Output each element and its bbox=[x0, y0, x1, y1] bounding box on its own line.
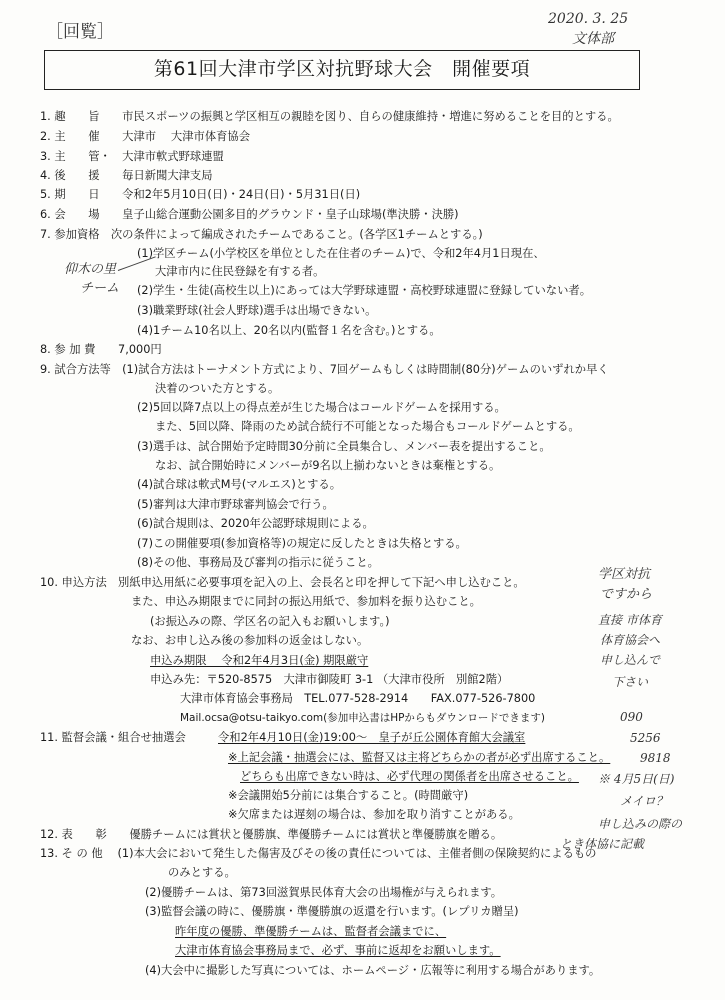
handwritten-bottom-1: 申し込みの際の bbox=[598, 817, 683, 831]
line-18: (3)選手は、試合開始予定時間30分前に全員集合し、メンバー表を提出すること。 bbox=[137, 440, 551, 453]
line-36: どちらも出席できない時は、必ず代理の関係者を出席させること。 bbox=[240, 770, 579, 783]
line-24: (8)その他、事務局及び審判の指示に従うこと。 bbox=[137, 556, 379, 569]
line-8: (1)学区チーム(小学校区を単位とした在住者のチーム)で、令和2年4月1日現在、 bbox=[137, 247, 545, 260]
line-11: (3)職業野球(社会人野球)選手は出場できない。 bbox=[137, 304, 377, 317]
line-32: Mail.ocsa@otsu-taikyo.com(参加申込書はHPからもダウンロードできます) bbox=[180, 712, 546, 724]
handwritten-side-3: 直接 市体育 bbox=[598, 613, 662, 627]
line-29: 申込み期限 令和2年4月3日(金) 期限厳守 bbox=[150, 654, 369, 667]
line-3: 3. 主 管・ 大津市軟式野球連盟 bbox=[40, 150, 224, 163]
line-17: また、5回以降、降雨のため試合続行不可能となった場合もコールドゲームとする。 bbox=[155, 420, 580, 433]
handwritten-side-6: 下さい bbox=[612, 675, 649, 689]
line-45: 大津市体育協会事務局まで、必ず、事前に返却をお願いします。 bbox=[175, 944, 501, 957]
line-44: 昨年度の優勝、準優勝チームは、監督者会議までに、 bbox=[175, 925, 447, 938]
line-15: 決着のついた方とする。 bbox=[155, 382, 280, 395]
handwritten-bottom-2: とき体協に記載 bbox=[560, 837, 645, 851]
handwritten-side-4: 体育協会へ bbox=[600, 633, 661, 647]
line-5: 5. 期 日 令和2年5月10日(日)・24日(日)・5月31日(日) bbox=[40, 188, 361, 201]
line-12: (4)1チーム10名以上、20名以内(監督１名を含む。)とする。 bbox=[137, 324, 441, 337]
line-46: (4)大会中に撮影した写真については、ホームページ・広報等に利用する場合があります。 bbox=[145, 964, 601, 977]
line-28: なお、お申し込み後の参加料の返金はしない。 bbox=[131, 634, 369, 647]
line-38: ※欠席または遅刻の場合は、参加を取り消すことがある。 bbox=[228, 808, 520, 821]
line-9: 大津市内に住民登録を有する者。 bbox=[155, 265, 325, 278]
handwritten-team-note-2: チーム bbox=[80, 281, 120, 296]
handwritten-org: 文体部 bbox=[572, 31, 614, 47]
page-title: 第61回大津市学区対抗野球大会 開催要項 bbox=[153, 58, 531, 80]
handwritten-phone-2: 5256 bbox=[630, 731, 661, 745]
handwritten-phone-1: 090 bbox=[620, 710, 643, 724]
title-box bbox=[44, 50, 640, 90]
line-35: ※上記会議・抽選会には、監督又は主将どちらかの者が必ず出席すること。 bbox=[228, 751, 611, 764]
line-23: (7)この開催要項(参加資格等)の規定に反したときは失格とする。 bbox=[137, 537, 467, 550]
line-19: なお、試合開始時にメンバーが9名以上揃わないときは棄権とする。 bbox=[155, 459, 501, 472]
line-30: 申込み先：〒520-8575 大津市御陵町 3-1 （大津市役所 別館2階） bbox=[150, 673, 509, 686]
line-21: (5)審判は大津市野球審判協会で行う。 bbox=[137, 498, 334, 511]
line-6: 6. 会 場 皇子山総合運動公園多目的グラウンド・皇子山球場(準決勝・決勝) bbox=[40, 208, 459, 221]
line-39: 12. 表 彰 優勝チームには賞状と優勝旗、準優勝チームには賞状と準優勝旗を贈る。 bbox=[40, 828, 503, 841]
handwritten-date: 2020. 3. 25 bbox=[548, 11, 629, 27]
handwritten-name: メイロ？ bbox=[620, 794, 668, 808]
line-22: (6)試合規則は、2020年公認野球規則による。 bbox=[137, 517, 374, 530]
line-13: 8. 参 加 費 7,000円 bbox=[40, 343, 162, 356]
line-41: のみとする。 bbox=[168, 866, 236, 879]
line-7: 7. 参加資格 次の条件によって編成されたチームであること。(各学区1チームとする。) bbox=[40, 228, 483, 241]
line-4: 4. 後 援 毎日新聞大津支局 bbox=[40, 169, 213, 182]
line-31: 大津市体育協会事務局 TEL.077-528-2914 FAX.077-526-7800 bbox=[180, 692, 536, 705]
line-16: (2)5回以降7点以上の得点差が生じた場合はコールドゲームを採用する。 bbox=[137, 401, 506, 414]
line-42: (2)優勝チームは、第73回滋賀県民体育大会の出場権が与えられます。 bbox=[145, 886, 503, 899]
line-43: (3)監督会議の時に、優勝旗・準優勝旗の返還を行います。(レプリカ贈呈) bbox=[145, 905, 519, 918]
handwritten-side-1: 学区対抗 bbox=[598, 567, 651, 582]
handwritten-side-5: 申し込んで bbox=[600, 653, 661, 667]
handwritten-side-2: ですから bbox=[600, 587, 653, 602]
handwritten-phone-3: 9818 bbox=[640, 751, 671, 765]
line-20: (4)試合球は軟式M号(マルエス)とする。 bbox=[137, 478, 342, 491]
line-33: 11. 監督会議・組合せ抽選会 bbox=[40, 731, 186, 744]
line-2: 2. 主 催 大津市 大津市体育協会 bbox=[40, 130, 251, 143]
handwritten-team-note-1: 仰木の里 bbox=[64, 262, 117, 277]
circulation-stamp: ［回覧］ bbox=[46, 22, 114, 42]
line-10: (2)学生・生徒(高校生以上)にあっては大学野球連盟・高校野球連盟に登録していない者。 bbox=[137, 284, 591, 297]
line-27: (お振込みの際、学区名の記入もお願いします。) bbox=[150, 615, 390, 628]
line-26: また、申込み期限までに同封の振込用紙で、参加料を振り込むこと。 bbox=[131, 595, 481, 608]
line-14: 9. 試合方法等 (1)試合方法はトーナメント方式により、7回ゲームもしくは時間制(80分)ゲームのいずれか早く bbox=[40, 363, 609, 376]
handwritten-deadline-note: ※ 4月5日(日) bbox=[598, 772, 675, 786]
line-37: ※会議開始5分前には集合すること。(時間厳守) bbox=[228, 789, 469, 802]
line-25: 10. 申込方法 別紙申込用紙に必要事項を記入の上、会長名と印を押して下記へ申し込むこと。 bbox=[40, 576, 525, 589]
line-40: 13. そ の 他 (1)本大会において発生した傷害及びその後の責任については、主催者側の保険契約によるもの bbox=[40, 847, 597, 860]
line-34: 令和2年4月10日(金)19:00～ 皇子が丘公園体育館大会議室 bbox=[218, 731, 526, 744]
line-1: 1. 趣 旨 市民スポーツの振興と学区相互の親睦を図り、自らの健康維持・増進に努めることを目的とする。 bbox=[40, 110, 619, 123]
